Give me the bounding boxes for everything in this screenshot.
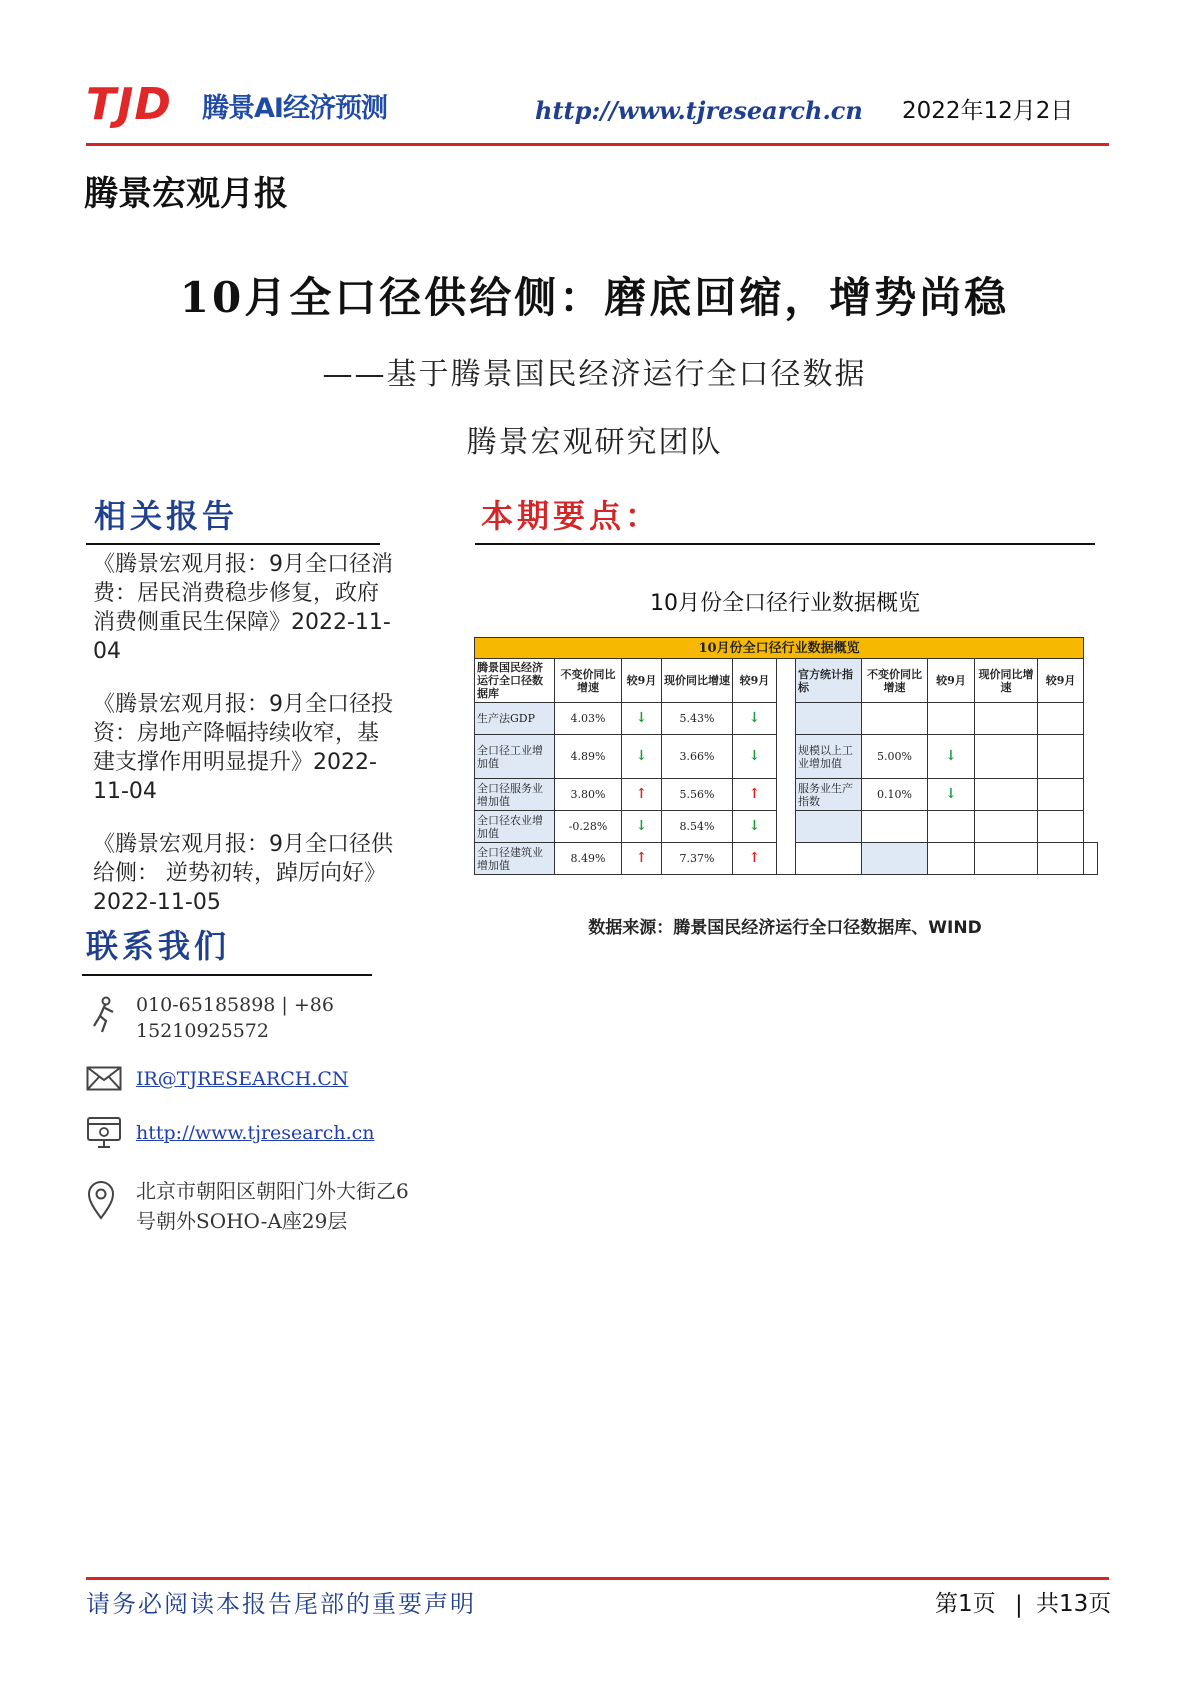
contact-website-link[interactable]: http://www.tjresearch.cn — [136, 1122, 375, 1144]
mail-icon — [86, 1066, 122, 1102]
table-header: 较9月 — [928, 659, 975, 703]
row-label: 全口径服务业增加值 — [475, 779, 555, 811]
page-separator: | — [1015, 1592, 1023, 1618]
table-caption: 10月份全口径行业数据概览 — [650, 591, 920, 616]
cell-value: 4.03% — [555, 703, 622, 735]
cell-value: -0.28% — [555, 811, 622, 843]
related-divider — [86, 543, 380, 545]
arrow-down-icon: ↓ — [635, 748, 648, 764]
row-label: 全口径建筑业增加值 — [475, 843, 555, 875]
cell-value: 4.89% — [555, 735, 622, 779]
table-header: 较9月 — [733, 659, 777, 703]
cell-value: 5.00% — [862, 735, 928, 779]
arrow-down-icon: ↓ — [635, 818, 648, 834]
report-date: 2022年12月2日 — [902, 98, 1074, 124]
keypoints-heading: 本期要点： — [481, 497, 662, 535]
arrow-up-icon: ↑ — [748, 850, 761, 866]
header-divider — [86, 143, 1109, 146]
row-label: 全口径农业增加值 — [475, 811, 555, 843]
arrow-up-icon: ↑ — [635, 786, 648, 802]
research-team: 腾景宏观研究团队 — [466, 425, 723, 460]
phone-icon — [86, 996, 122, 1032]
table-header: 现价同比增速 — [662, 659, 733, 703]
sub-title: ——基于腾景国民经济运行全口径数据 — [322, 357, 867, 392]
arrow-up-icon: ↑ — [748, 786, 761, 802]
cell-value: 8.49% — [555, 843, 622, 875]
table-header: 官方统计指标 — [796, 659, 862, 703]
brand-name: 腾景AI经济预测 — [202, 93, 387, 124]
arrow-down-icon: ↓ — [945, 748, 957, 764]
contact-address: 北京市朝阳区朝阳门外大街乙6号朝外SOHO-A座29层 — [136, 1179, 409, 1233]
contact-email-link[interactable]: IR@TJRESEARCH.CN — [136, 1068, 349, 1090]
row-label: 全口径工业增加值 — [475, 735, 555, 779]
arrow-down-icon: ↓ — [748, 710, 761, 726]
logo-tjd: TJD — [86, 79, 172, 130]
table-banner: 10月份全口径行业数据概览 — [475, 638, 1084, 659]
main-title: 10月全口径供给侧：磨底回缩，增势尚稳 — [179, 273, 1010, 322]
cell-value: 0.10% — [862, 779, 928, 811]
arrow-down-icon: ↓ — [748, 818, 761, 834]
row-label — [796, 811, 862, 843]
table-header: 不变价同比增速 — [555, 659, 622, 703]
table-header: 不变价同比增速 — [862, 659, 928, 703]
arrow-up-icon: ↑ — [635, 850, 648, 866]
table-header: 较9月 — [622, 659, 662, 703]
page-total: 共13页 — [1036, 1591, 1112, 1617]
row-label — [862, 843, 928, 875]
footer-disclaimer: 请务必阅读本报告尾部的重要声明 — [86, 1590, 476, 1618]
page-number: 第1页 — [935, 1591, 996, 1617]
row-label — [796, 703, 862, 735]
row-label: 生产法GDP — [475, 703, 555, 735]
web-icon — [86, 1116, 122, 1152]
table-source: 数据来源：腾景国民经济运行全口径数据库、WIND — [588, 918, 982, 938]
related-report-item[interactable]: 《腾景宏观月报：9月全口径投资：房地产降幅持续收窄，基建支撑作用明显提升》2022-11-04 — [93, 692, 393, 804]
arrow-down-icon: ↓ — [635, 710, 648, 726]
cell-value: 3.80% — [555, 779, 622, 811]
row-label: 规模以上工业增加值 — [796, 735, 862, 779]
header-url-link[interactable]: http://www.tjresearch.cn — [535, 96, 863, 125]
table-header: 腾景国民经济运行全口径数据库 — [475, 659, 555, 703]
keypoints-divider — [475, 543, 1095, 545]
cell-value: 7.37% — [662, 843, 733, 875]
contact-phone[interactable]: 010-65185898 | +86 15210925572 — [136, 994, 334, 1042]
arrow-down-icon: ↓ — [748, 748, 761, 764]
related-reports-heading: 相关报告 — [94, 497, 239, 535]
related-report-item[interactable]: 《腾景宏观月报：9月全口径消费：居民消费稳步修复，政府消费侧重民生保障》2022-11-04 — [93, 552, 393, 664]
location-icon — [86, 1180, 122, 1216]
report-series: 腾景宏观月报 — [84, 174, 288, 214]
cell-value: 5.43% — [662, 703, 733, 735]
contact-heading: 联系我们 — [86, 927, 231, 965]
table-header: 较9月 — [1038, 659, 1084, 703]
cell-value: 5.56% — [662, 779, 733, 811]
table-header: 现价同比增速 — [975, 659, 1038, 703]
data-overview-table — [474, 637, 1098, 875]
arrow-down-icon: ↓ — [945, 786, 957, 802]
table-gap — [777, 659, 796, 875]
related-report-item[interactable]: 《腾景宏观月报：9月全口径供给侧： 逆势初转，踔厉向好》2022-11-05 — [93, 832, 393, 915]
cell-value: 3.66% — [662, 735, 733, 779]
footer-divider — [86, 1577, 1109, 1580]
contact-divider — [82, 974, 372, 976]
table-gap — [796, 843, 862, 875]
cell-value: 8.54% — [662, 811, 733, 843]
row-label: 服务业生产指数 — [796, 779, 862, 811]
